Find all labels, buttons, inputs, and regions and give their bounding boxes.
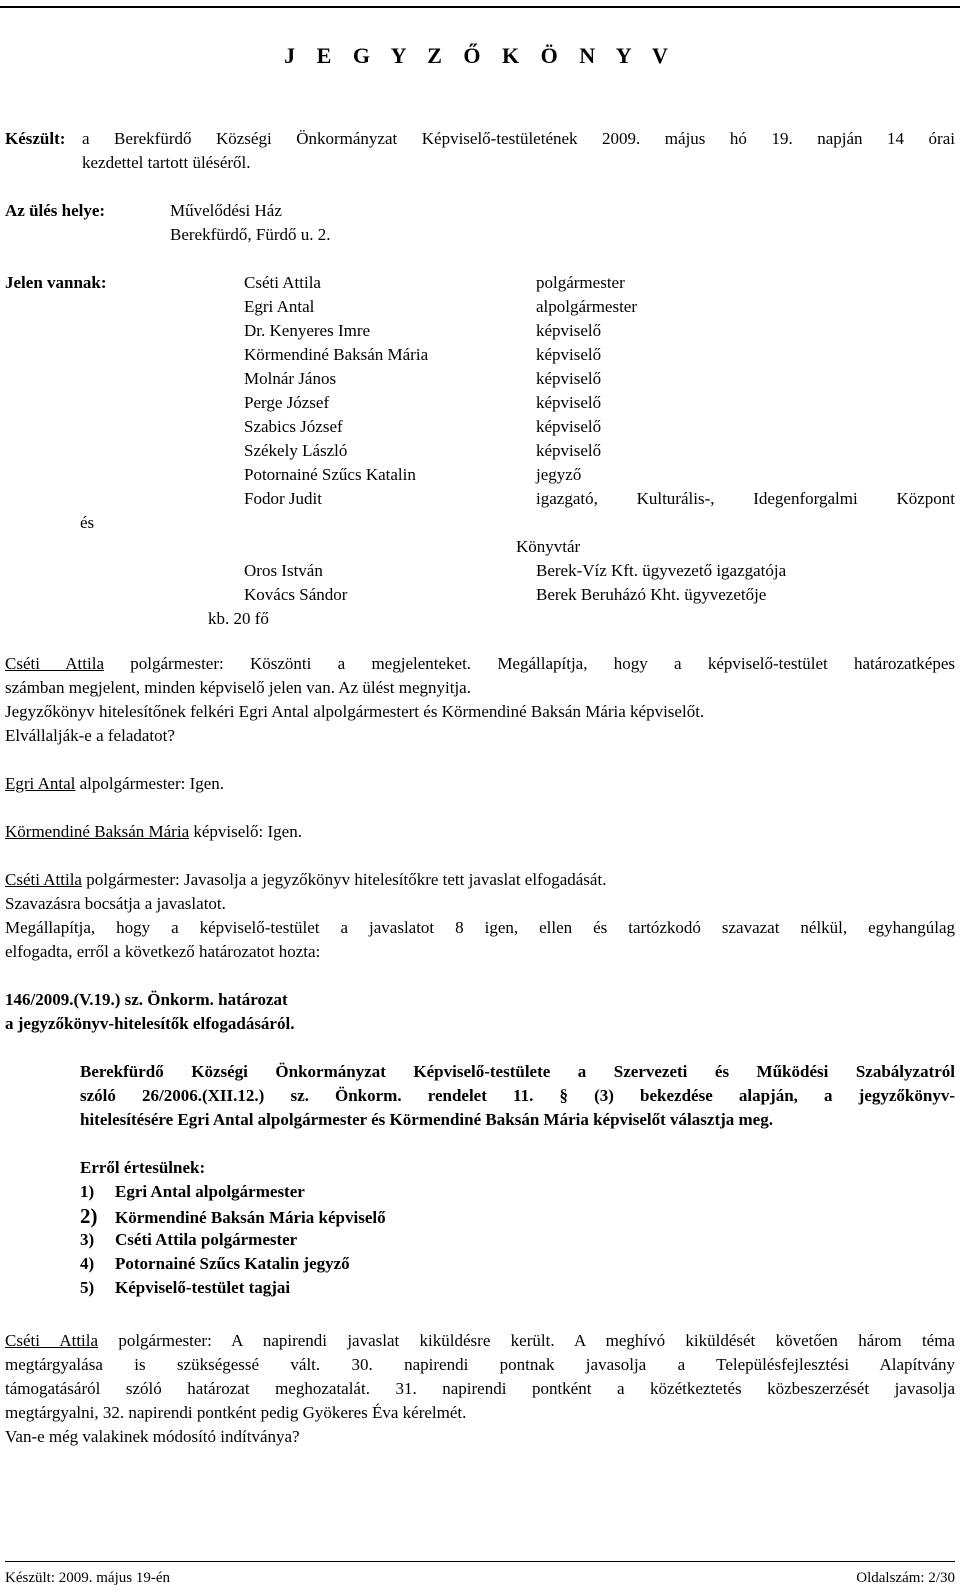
attendee-name: Molnár János <box>244 369 337 388</box>
speaker-name: Egri Antal <box>5 774 76 793</box>
attendee-name: Szabics József <box>244 417 343 436</box>
paragraph-5-line-4: megtárgyalni, 32. napirendi pontként pedig Gyökeres Éva kérelmét. <box>5 1403 467 1422</box>
list-item: 4) Potornainé Szűcs Katalin jegyző <box>80 1254 350 1273</box>
audience-count: kb. 20 fő <box>208 609 269 628</box>
attendee-name: Egri Antal <box>244 297 315 316</box>
paragraph-5-line-2: megtárgyalása is szükségessé vált. 30. napirendi pontnak javasolja a Településfejlesztési Alapítvány <box>5 1355 955 1374</box>
attendee-name: Körmendiné Baksán Mária <box>244 345 429 364</box>
footer-page-number: Oldalszám: 2/30 <box>856 1570 955 1586</box>
paragraph-4-line-3: Megállapítja, hogy a képviselő-testület a javaslatot 8 igen, ellen és tartózkodó szavazat nélkül, egyhangúlag <box>5 918 955 937</box>
notify-list <box>80 1180 386 1300</box>
footer-rule <box>5 1561 955 1562</box>
resolution-title-1: 146/2009.(V.19.) sz. Önkorm. határozat <box>5 990 288 1009</box>
paragraph-2 <box>5 772 224 796</box>
attendee-role: igazgató, Kulturális-, Idegenforgalmi Központ <box>536 489 955 508</box>
list-item: 2) Körmendiné Baksán Mária képviselő <box>80 1204 386 1228</box>
attendee-role: képviselő <box>536 393 602 412</box>
keszult-line-1: a Berekfürdő Községi Önkormányzat Képviselő-testületének 2009. május hó 19. napján 14 órai <box>82 129 955 148</box>
attendee-name: Cséti Attila <box>244 273 321 292</box>
attendee-name: Székely László <box>244 441 348 460</box>
meeting-place-line-1: Művelődési Ház <box>170 201 282 220</box>
paragraph-text: polgármester: Köszönti a megjelenteket. Megállapítja, hogy a képviselő-testület határozatképes <box>104 654 955 673</box>
guest-name: Oros István <box>244 561 323 580</box>
paragraph-5-line-5: Van-e még valakinek módosító indítványa? <box>5 1427 300 1446</box>
attendee-role: polgármester <box>536 273 625 292</box>
guest-name: Kovács Sándor <box>244 585 348 604</box>
list-item: 5) Képviselő-testület tagjai <box>80 1278 291 1297</box>
resolution-text-line-2: szóló 26/2006.(XII.12.) sz. Önkorm. rendelet 11. § (3) bekezdése alapján, a jegyzőkönyv- <box>80 1086 955 1105</box>
paragraph-text: alpolgármester: Igen. <box>75 774 225 793</box>
attendee-role-continued: Könyvtár <box>516 537 581 556</box>
speaker-name: Cséti Attila <box>5 654 104 673</box>
paragraph-1-line-3: Jegyzőkönyv hitelesítőnek felkéri Egri Antal alpolgármestert és Körmendiné Baksán Mária képviselőt. <box>5 702 705 721</box>
attendee-name: Potornainé Szűcs Katalin <box>244 465 416 484</box>
meeting-place-line-2: Berekfürdő, Fürdő u. 2. <box>170 225 331 244</box>
attendee-role: képviselő <box>536 441 602 460</box>
meeting-place-label: Az ülés helye: <box>5 201 106 220</box>
resolution-title-2: a jegyzőkönyv-hitelesítők elfogadásáról. <box>5 1014 295 1033</box>
notify-label: Erről értesülnek: <box>80 1158 206 1177</box>
speaker-name: Cséti Attila <box>5 870 82 889</box>
attendee-name: Dr. Kenyeres Imre <box>244 321 371 340</box>
resolution-text-line-3: hitelesítésére Egri Antal alpolgármester és Körmendiné Baksán Mária képviselőt választja meg. <box>80 1110 773 1129</box>
attendee-role: képviselő <box>536 345 602 364</box>
keszult-label: Készült: <box>5 129 66 148</box>
and-label: és <box>80 513 95 532</box>
speaker-name: Cséti Attila <box>5 1331 99 1350</box>
document-title: J E G Y Z Ő K Ö N Y V <box>284 43 676 68</box>
attendee-name: Fodor Judit <box>244 489 322 508</box>
attendee-role: alpolgármester <box>536 297 638 316</box>
list-item: 1) Egri Antal alpolgármester <box>80 1182 305 1201</box>
keszult-line-2: kezdettel tartott üléséről. <box>82 153 251 172</box>
attendee-role: képviselő <box>536 321 602 340</box>
attendee-name: Perge József <box>244 393 330 412</box>
paragraph-1-line-4: Elvállalják-e a feladatot? <box>5 726 175 745</box>
paragraph-4-line-2: Szavazásra bocsátja a javaslatot. <box>5 894 226 913</box>
list-item: 3) Cséti Attila polgármester <box>80 1230 298 1249</box>
paragraph-5-line-3: támogatásáról szóló határozat meghozatalát. 31. napirendi pontként a közétkeztetés közbeszerzését javasolja <box>5 1379 955 1398</box>
footer-created: Készült: 2009. május 19-én <box>5 1570 170 1586</box>
paragraph-4-line-4: elfogadta, erről a következő határozatot hozta: <box>5 942 321 961</box>
paragraph-3 <box>5 820 302 844</box>
paragraph-1-line-1 <box>5 652 955 676</box>
guest-role: Berek Beruházó Kht. ügyvezetője <box>536 585 767 604</box>
paragraph-4-line-1 <box>5 868 606 892</box>
paragraph-1-line-2: számban megjelent, minden képviselő jelen van. Az ülést megnyitja. <box>5 678 471 697</box>
top-rule <box>0 6 960 8</box>
resolution-text-line-1: Berekfürdő Községi Önkormányzat Képviselő-testülete a Szervezeti és Működési Szabályzatról <box>80 1062 955 1081</box>
attendee-role: képviselő <box>536 369 602 388</box>
speaker-name: Körmendiné Baksán Mária <box>5 822 190 841</box>
attendees-label: Jelen vannak: <box>5 273 107 292</box>
paragraph-text: polgármester: Javasolja a jegyzőkönyv hitelesítőkre tett javaslat elfogadását. <box>81 870 607 889</box>
paragraph-text: polgármester: A napirendi javaslat kiküldésre került. A meghívó kiküldését követően három téma <box>98 1331 955 1350</box>
paragraph-5-line-1 <box>5 1329 955 1353</box>
paragraph-text: képviselő: Igen. <box>189 822 302 841</box>
attendee-role: képviselő <box>536 417 602 436</box>
attendee-role: jegyző <box>536 465 582 484</box>
guest-role: Berek-Víz Kft. ügyvezető igazgatója <box>536 561 787 580</box>
